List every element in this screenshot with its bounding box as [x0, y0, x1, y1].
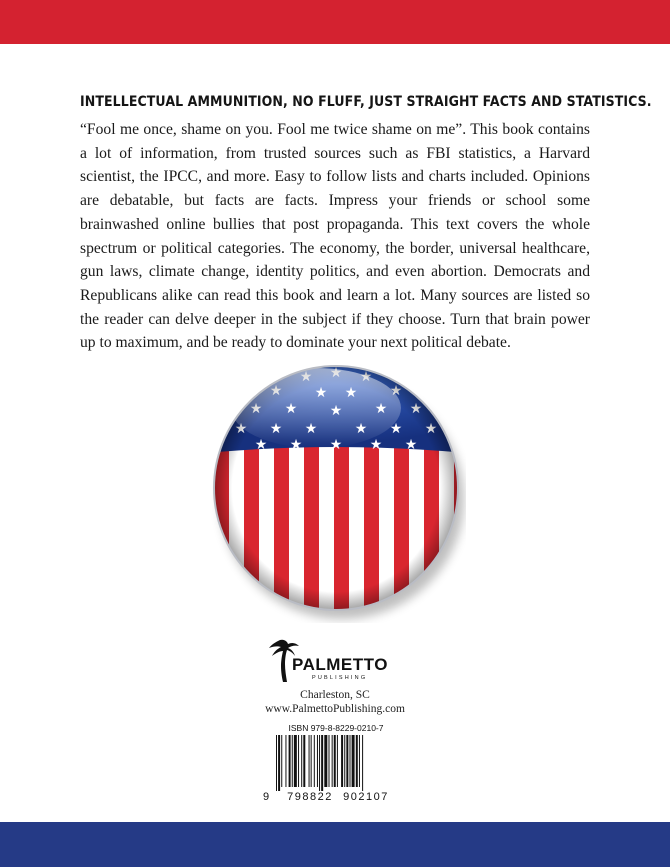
barcode-bar — [301, 735, 302, 787]
barcode-bar — [356, 735, 358, 787]
barcode-bar — [314, 735, 315, 787]
palmetto-publishing-logo — [266, 636, 396, 684]
barcode-bar — [289, 735, 291, 787]
headline: INTELLECTUAL AMMUNITION, NO FLUFF, JUST STRAIGHT FACTS AND STATISTICS. — [80, 93, 652, 110]
barcode-bar — [294, 735, 297, 787]
barcode-bar — [276, 735, 277, 791]
barcode-bar — [359, 735, 360, 787]
barcode-bar — [341, 735, 343, 787]
barcode-bar — [344, 735, 345, 787]
barcode-bar — [337, 735, 338, 787]
barcode-bar — [303, 735, 305, 787]
barcode-bars — [254, 721, 418, 802]
barcode-bar — [324, 735, 327, 787]
barcode-bar — [334, 735, 336, 787]
book-description: “Fool me once, shame on you. Fool me twice shame on me”. This book contains a lot of information, from trusted sources such as FBI statistics, a Harvard scientist, the IPCC, and more. Easy to follow lists and charts included. Opinions are debatable, but facts are facts. Impress your friends or school some brainwashed online bullies that post propaganda. This text covers the whole spectrum or political categories. The economy, the border, universal healthcare, gun laws, climate change, identity politics, and even abortion. Democrats and Republicans alike can read this book and learn a lot. Many sources are listed so the reader can delve deeper in the subject if they choose. Turn that brain power up to maximum, and be ready to dominate your next political debate. — [80, 121, 590, 352]
barcode-bar — [332, 735, 333, 787]
barcode-right-digits: 902107 — [343, 791, 389, 802]
publisher-subname: PUBLISHING — [312, 675, 368, 681]
flag-button-icon — [206, 353, 466, 623]
barcode-bar — [352, 735, 355, 787]
barcode-bar — [292, 735, 293, 787]
barcode-bar — [362, 735, 363, 791]
publisher-name: PALMETTO — [292, 655, 388, 674]
barcode-left-digits: 798822 — [287, 791, 333, 802]
barcode-bar — [346, 735, 348, 787]
barcode-bar — [329, 735, 330, 787]
barcode-bar — [321, 735, 323, 791]
barcode-bar — [285, 735, 286, 787]
top-red-band — [0, 0, 670, 44]
barcode-bar — [350, 735, 351, 787]
barcode-bar — [317, 735, 318, 787]
barcode-bar — [298, 735, 299, 787]
publisher-city: Charleston, SC — [300, 689, 370, 701]
barcode-bar — [281, 735, 282, 787]
barcode-first-digit: 9 — [262, 791, 270, 802]
barcode-bar — [278, 735, 280, 791]
barcode — [254, 721, 418, 802]
barcode-bar — [319, 735, 320, 791]
barcode-bar — [311, 735, 312, 787]
barcode-isbn-label: ISBN 979-8-8229-0210-7 — [288, 723, 384, 733]
bottom-blue-band — [0, 822, 670, 867]
barcode-bar — [309, 735, 310, 787]
publisher-url: www.PalmettoPublishing.com — [265, 703, 405, 715]
